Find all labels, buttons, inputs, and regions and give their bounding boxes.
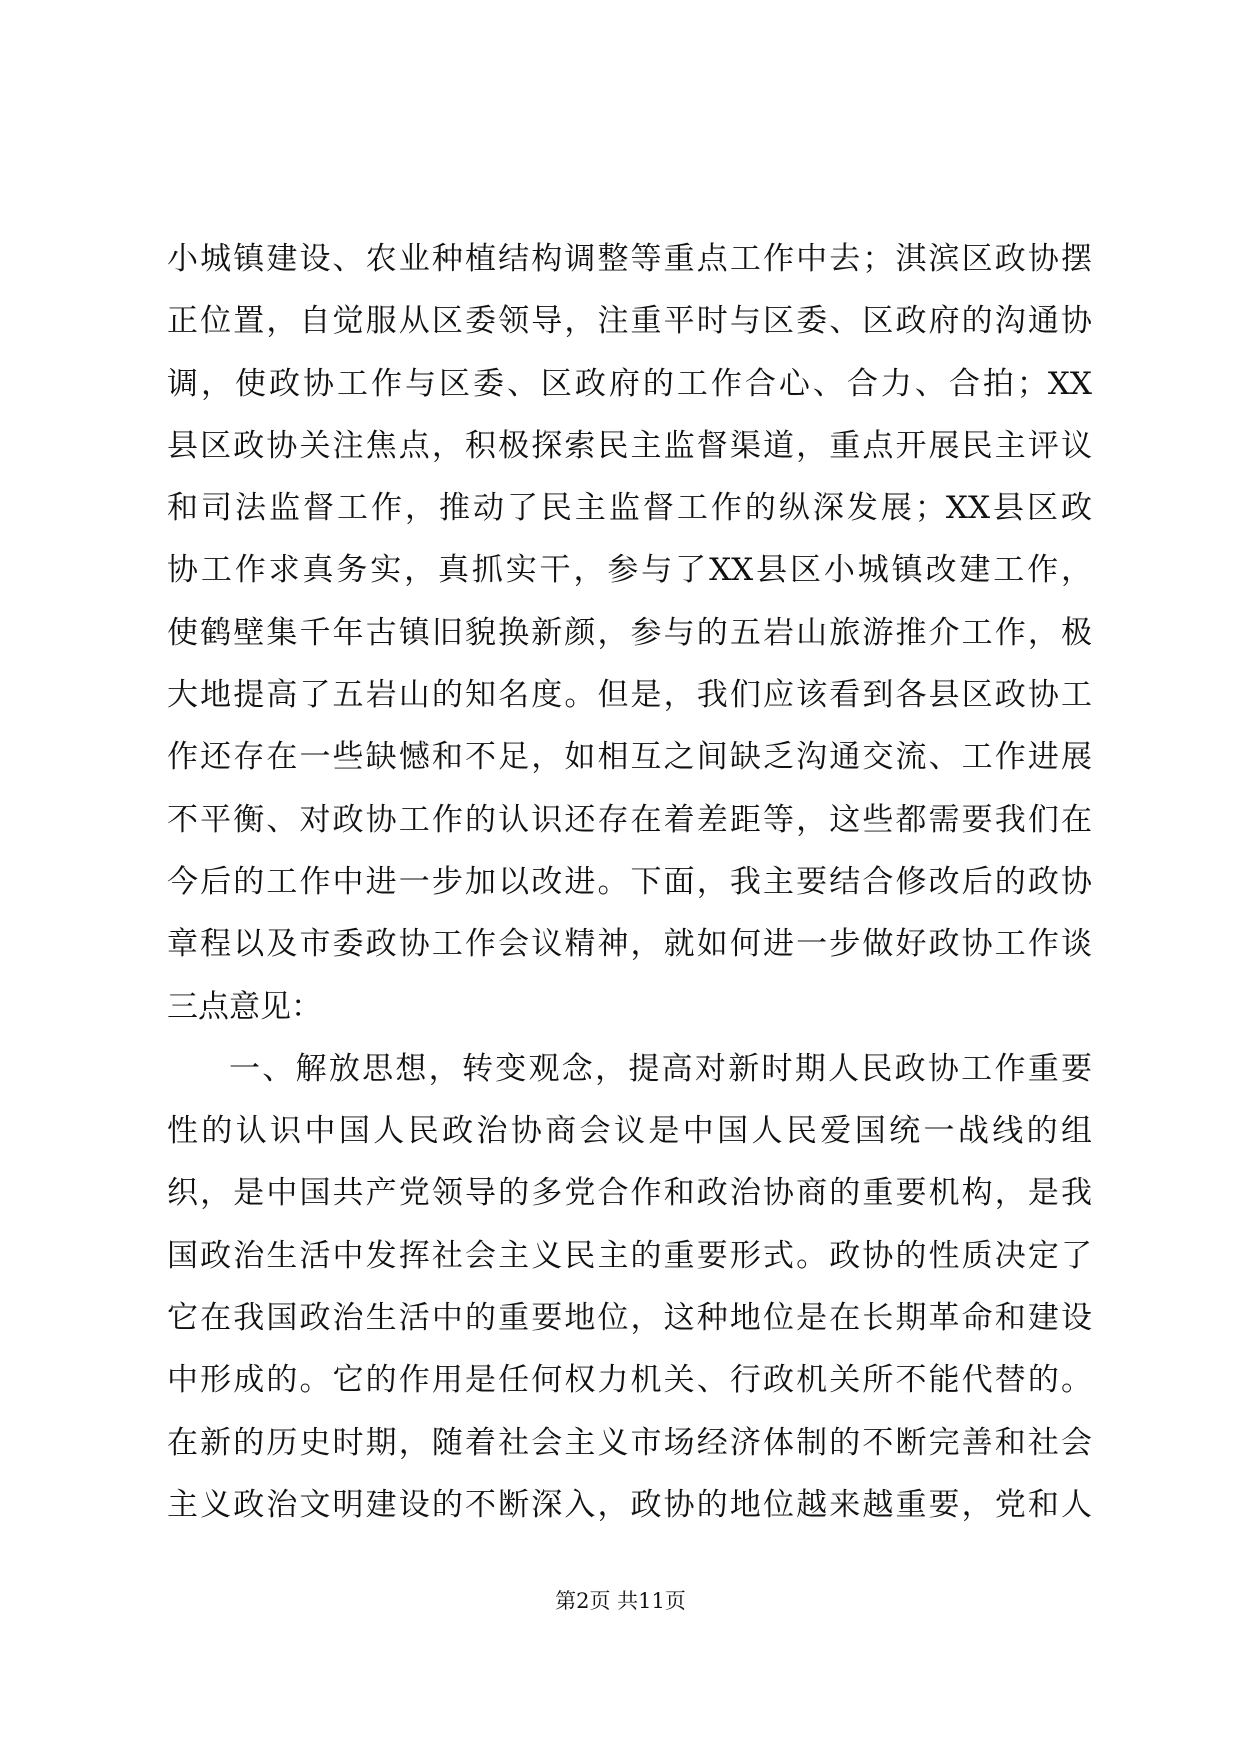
- text-line: 和司法监督工作，推动了民主监督工作的纵深发展；XX县区政: [167, 490, 1092, 527]
- text-line: 县区政协关注焦点，积极探索民主监督渠道，重点开展民主评议: [167, 427, 1092, 464]
- text-line: 协工作求真务实，真抓实干，参与了XX县区小城镇改建工作，: [167, 552, 1092, 589]
- text-line: 三点意见：: [167, 988, 322, 1025]
- text-line: 小城镇建设、农业种植结构调整等重点工作中去；淇滨区政协摆: [167, 241, 1092, 277]
- text-line: 今后的工作中进一步加以改进。下面，我主要结合修改后的政协: [167, 863, 1092, 900]
- text-line: 不平衡、对政协工作的认识还存在着差距等，这些都需要我们在: [167, 801, 1092, 838]
- text-line: 国政治生活中发挥社会主义民主的重要形式。政协的性质决定了: [167, 1237, 1092, 1274]
- text-line: 主义政治文明建设的不断深入，政协的地位越来越重要，党和人: [167, 1486, 1092, 1523]
- page-number: 第2页 共11页: [555, 1589, 686, 1613]
- text-line: 作还存在一些缺憾和不足，如相互之间缺乏沟通交流、工作进展: [167, 739, 1092, 776]
- text-line: 调，使政协工作与区委、区政府的工作合心、合力、合拍；XX: [167, 365, 1092, 402]
- text-line: 在新的历史时期，随着社会主义市场经济体制的不断完善和社会: [167, 1424, 1092, 1461]
- text-line: 织，是中国共产党领导的多党合作和政治协商的重要机构，是我: [167, 1175, 1092, 1212]
- text-line: 正位置，自觉服从区委领导，注重平时与区委、区政府的沟通协: [167, 303, 1092, 340]
- text-line: 使鹤壁集千年古镇旧貌换新颜，参与的五岩山旅游推介工作，极: [167, 614, 1092, 651]
- page-footer: [0, 1587, 1241, 1615]
- body-text: [167, 228, 1092, 1536]
- section-heading-line: 一、解放思想，转变观念，提高对新时期人民政协工作重要: [229, 1050, 1092, 1087]
- text-line: 中形成的。它的作用是任何权力机关、行政机关所不能代替的。: [167, 1362, 1092, 1399]
- text-line: 性的认识中国人民政治协商会议是中国人民爱国统一战线的组: [167, 1113, 1092, 1150]
- text-line: 大地提高了五岩山的知名度。但是，我们应该看到各县区政协工: [167, 677, 1092, 714]
- text-line: 章程以及市委政协工作会议精神，就如何进一步做好政协工作谈: [167, 926, 1092, 963]
- text-line: 它在我国政治生活中的重要地位，这种地位是在长期革命和建设: [167, 1300, 1092, 1337]
